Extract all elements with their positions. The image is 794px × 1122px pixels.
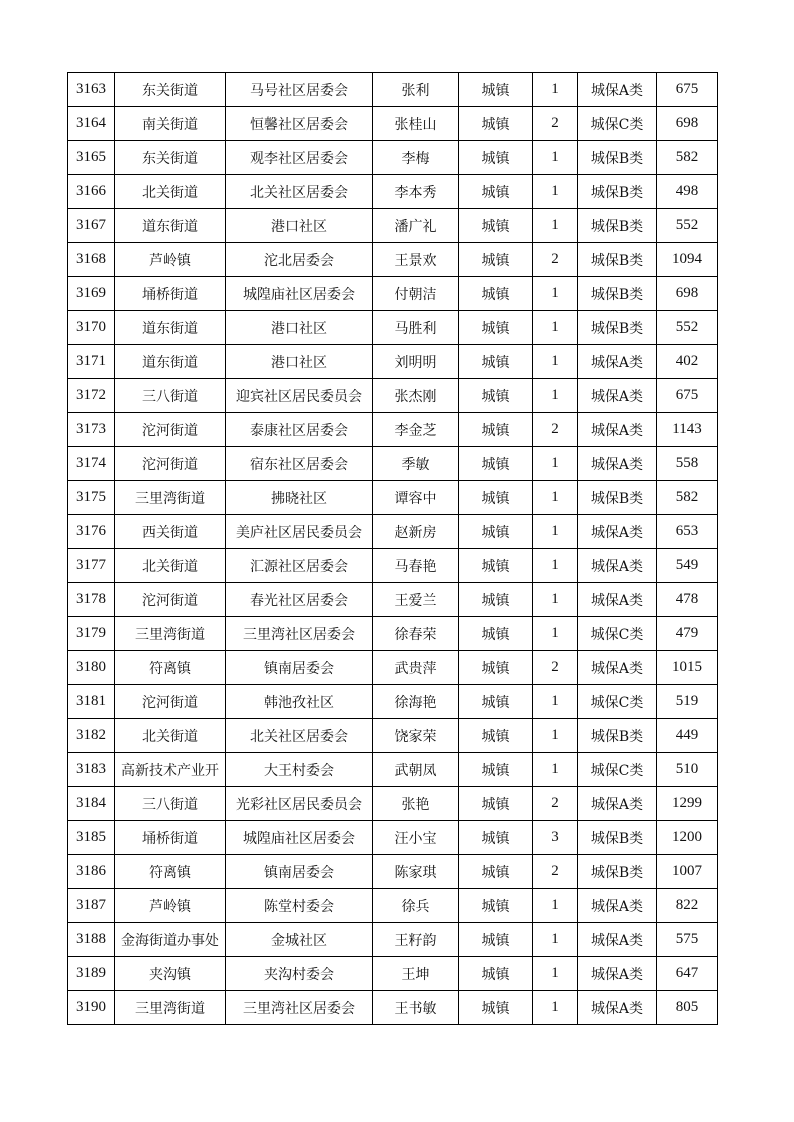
street-name-cell: 三里湾街道: [115, 991, 226, 1025]
area-type-cell: 城镇: [459, 345, 533, 379]
household-size-cell: 1: [533, 991, 578, 1025]
row-number-cell: 3180: [68, 651, 115, 685]
amount-cell: 1200: [657, 821, 718, 855]
street-name-cell: 埇桥街道: [115, 277, 226, 311]
community-name-cell: 沱北居委会: [226, 243, 373, 277]
person-name-cell: 武朝凤: [373, 753, 459, 787]
area-type-cell: 城镇: [459, 821, 533, 855]
row-number-cell: 3182: [68, 719, 115, 753]
person-name-cell: 马春艳: [373, 549, 459, 583]
household-size-cell: 1: [533, 617, 578, 651]
row-number-cell: 3169: [68, 277, 115, 311]
table-row: [68, 855, 718, 889]
amount-cell: 498: [657, 175, 718, 209]
community-name-cell: 三里湾社区居委会: [226, 991, 373, 1025]
amount-cell: 1143: [657, 413, 718, 447]
street-name-cell: 北关街道: [115, 549, 226, 583]
street-name-cell: 三八街道: [115, 787, 226, 821]
community-name-cell: 春光社区居委会: [226, 583, 373, 617]
area-type-cell: 城镇: [459, 719, 533, 753]
insurance-category-cell: 城保A类: [578, 447, 657, 481]
row-number-cell: 3163: [68, 73, 115, 107]
street-name-cell: 芦岭镇: [115, 243, 226, 277]
household-size-cell: 1: [533, 175, 578, 209]
row-number-cell: 3172: [68, 379, 115, 413]
row-number-cell: 3186: [68, 855, 115, 889]
household-size-cell: 1: [533, 685, 578, 719]
community-name-cell: 宿东社区居委会: [226, 447, 373, 481]
table-row: [68, 379, 718, 413]
amount-cell: 552: [657, 209, 718, 243]
table-row: [68, 311, 718, 345]
area-type-cell: 城镇: [459, 889, 533, 923]
street-name-cell: 道东街道: [115, 311, 226, 345]
amount-cell: 478: [657, 583, 718, 617]
street-name-cell: 芦岭镇: [115, 889, 226, 923]
community-name-cell: 恒馨社区居委会: [226, 107, 373, 141]
row-number-cell: 3178: [68, 583, 115, 617]
insurance-category-cell: 城保A类: [578, 651, 657, 685]
person-name-cell: 徐海艳: [373, 685, 459, 719]
table-row: [68, 345, 718, 379]
street-name-cell: 南关街道: [115, 107, 226, 141]
street-name-cell: 符离镇: [115, 855, 226, 889]
insurance-category-cell: 城保B类: [578, 311, 657, 345]
amount-cell: 1007: [657, 855, 718, 889]
person-name-cell: 张桂山: [373, 107, 459, 141]
household-size-cell: 1: [533, 549, 578, 583]
amount-cell: 1299: [657, 787, 718, 821]
row-number-cell: 3174: [68, 447, 115, 481]
insurance-category-cell: 城保B类: [578, 243, 657, 277]
household-size-cell: 2: [533, 243, 578, 277]
table-row: [68, 277, 718, 311]
amount-cell: 575: [657, 923, 718, 957]
table-row: [68, 243, 718, 277]
household-size-cell: 1: [533, 141, 578, 175]
community-name-cell: 汇源社区居委会: [226, 549, 373, 583]
insurance-category-cell: 城保B类: [578, 209, 657, 243]
area-type-cell: 城镇: [459, 617, 533, 651]
area-type-cell: 城镇: [459, 311, 533, 345]
row-number-cell: 3166: [68, 175, 115, 209]
insurance-category-cell: 城保A类: [578, 787, 657, 821]
amount-cell: 582: [657, 481, 718, 515]
insurance-category-cell: 城保B类: [578, 821, 657, 855]
street-name-cell: 高新技术产业开: [115, 753, 226, 787]
amount-cell: 653: [657, 515, 718, 549]
table-row: [68, 73, 718, 107]
street-name-cell: 符离镇: [115, 651, 226, 685]
area-type-cell: 城镇: [459, 957, 533, 991]
household-size-cell: 1: [533, 311, 578, 345]
amount-cell: 675: [657, 73, 718, 107]
area-type-cell: 城镇: [459, 175, 533, 209]
area-type-cell: 城镇: [459, 107, 533, 141]
amount-cell: 549: [657, 549, 718, 583]
area-type-cell: 城镇: [459, 413, 533, 447]
street-name-cell: 西关街道: [115, 515, 226, 549]
area-type-cell: 城镇: [459, 549, 533, 583]
area-type-cell: 城镇: [459, 583, 533, 617]
household-size-cell: 2: [533, 787, 578, 821]
community-name-cell: 夹沟村委会: [226, 957, 373, 991]
row-number-cell: 3165: [68, 141, 115, 175]
household-size-cell: 1: [533, 923, 578, 957]
amount-cell: 698: [657, 277, 718, 311]
street-name-cell: 三八街道: [115, 379, 226, 413]
amount-cell: 582: [657, 141, 718, 175]
amount-cell: 479: [657, 617, 718, 651]
table-body: [68, 73, 718, 1025]
amount-cell: 552: [657, 311, 718, 345]
street-name-cell: 金海街道办事处: [115, 923, 226, 957]
table-row: [68, 447, 718, 481]
amount-cell: 1094: [657, 243, 718, 277]
household-size-cell: 1: [533, 209, 578, 243]
community-name-cell: 马号社区居委会: [226, 73, 373, 107]
table-row: [68, 107, 718, 141]
row-number-cell: 3190: [68, 991, 115, 1025]
insurance-category-cell: 城保A类: [578, 413, 657, 447]
street-name-cell: 埇桥街道: [115, 821, 226, 855]
street-name-cell: 东关街道: [115, 141, 226, 175]
amount-cell: 647: [657, 957, 718, 991]
table-row: [68, 481, 718, 515]
person-name-cell: 付朝洁: [373, 277, 459, 311]
insurance-category-cell: 城保C类: [578, 107, 657, 141]
person-name-cell: 刘明明: [373, 345, 459, 379]
person-name-cell: 李本秀: [373, 175, 459, 209]
insurance-category-cell: 城保B类: [578, 481, 657, 515]
insurance-category-cell: 城保A类: [578, 549, 657, 583]
row-number-cell: 3171: [68, 345, 115, 379]
amount-cell: 558: [657, 447, 718, 481]
table-row: [68, 617, 718, 651]
community-name-cell: 港口社区: [226, 345, 373, 379]
amount-cell: 698: [657, 107, 718, 141]
row-number-cell: 3173: [68, 413, 115, 447]
row-number-cell: 3177: [68, 549, 115, 583]
row-number-cell: 3179: [68, 617, 115, 651]
insurance-category-cell: 城保B类: [578, 141, 657, 175]
insurance-category-cell: 城保C类: [578, 685, 657, 719]
area-type-cell: 城镇: [459, 379, 533, 413]
insurance-category-cell: 城保A类: [578, 889, 657, 923]
household-size-cell: 3: [533, 821, 578, 855]
street-name-cell: 沱河街道: [115, 685, 226, 719]
person-name-cell: 王景欢: [373, 243, 459, 277]
insurance-category-cell: 城保C类: [578, 753, 657, 787]
area-type-cell: 城镇: [459, 141, 533, 175]
insurance-category-cell: 城保B类: [578, 855, 657, 889]
row-number-cell: 3164: [68, 107, 115, 141]
street-name-cell: 三里湾街道: [115, 617, 226, 651]
insurance-category-cell: 城保B类: [578, 277, 657, 311]
amount-cell: 519: [657, 685, 718, 719]
table-row: [68, 719, 718, 753]
table-row: [68, 957, 718, 991]
table-row: [68, 889, 718, 923]
insurance-category-cell: 城保A类: [578, 583, 657, 617]
household-size-cell: 2: [533, 855, 578, 889]
community-name-cell: 泰康社区居委会: [226, 413, 373, 447]
person-name-cell: 张杰刚: [373, 379, 459, 413]
community-name-cell: 金城社区: [226, 923, 373, 957]
person-name-cell: 张利: [373, 73, 459, 107]
area-type-cell: 城镇: [459, 787, 533, 821]
amount-cell: 1015: [657, 651, 718, 685]
street-name-cell: 道东街道: [115, 209, 226, 243]
household-size-cell: 1: [533, 345, 578, 379]
table-row: [68, 685, 718, 719]
insurance-category-cell: 城保A类: [578, 957, 657, 991]
community-name-cell: 城隍庙社区居委会: [226, 277, 373, 311]
area-type-cell: 城镇: [459, 651, 533, 685]
table-row: [68, 549, 718, 583]
community-name-cell: 城隍庙社区居委会: [226, 821, 373, 855]
person-name-cell: 汪小宝: [373, 821, 459, 855]
community-name-cell: 大王村委会: [226, 753, 373, 787]
amount-cell: 510: [657, 753, 718, 787]
household-size-cell: 1: [533, 379, 578, 413]
person-name-cell: 饶家荣: [373, 719, 459, 753]
community-name-cell: 北关社区居委会: [226, 175, 373, 209]
person-name-cell: 王籽韵: [373, 923, 459, 957]
insurance-category-cell: 城保A类: [578, 345, 657, 379]
insurance-category-cell: 城保A类: [578, 379, 657, 413]
area-type-cell: 城镇: [459, 923, 533, 957]
insurance-category-cell: 城保A类: [578, 991, 657, 1025]
street-name-cell: 沱河街道: [115, 447, 226, 481]
row-number-cell: 3167: [68, 209, 115, 243]
amount-cell: 822: [657, 889, 718, 923]
household-size-cell: 1: [533, 447, 578, 481]
area-type-cell: 城镇: [459, 753, 533, 787]
person-name-cell: 季敏: [373, 447, 459, 481]
person-name-cell: 马胜利: [373, 311, 459, 345]
table-row: [68, 583, 718, 617]
street-name-cell: 北关街道: [115, 175, 226, 209]
amount-cell: 449: [657, 719, 718, 753]
household-size-cell: 1: [533, 889, 578, 923]
table-row: [68, 991, 718, 1025]
row-number-cell: 3168: [68, 243, 115, 277]
table-row: [68, 753, 718, 787]
insurance-category-cell: 城保A类: [578, 515, 657, 549]
area-type-cell: 城镇: [459, 515, 533, 549]
row-number-cell: 3176: [68, 515, 115, 549]
insurance-category-cell: 城保A类: [578, 923, 657, 957]
household-size-cell: 2: [533, 107, 578, 141]
community-name-cell: 韩池孜社区: [226, 685, 373, 719]
community-name-cell: 三里湾社区居委会: [226, 617, 373, 651]
household-size-cell: 2: [533, 651, 578, 685]
row-number-cell: 3175: [68, 481, 115, 515]
household-size-cell: 1: [533, 719, 578, 753]
row-number-cell: 3170: [68, 311, 115, 345]
household-size-cell: 1: [533, 481, 578, 515]
insurance-category-cell: 城保B类: [578, 719, 657, 753]
table-row: [68, 413, 718, 447]
street-name-cell: 北关街道: [115, 719, 226, 753]
community-name-cell: 北关社区居委会: [226, 719, 373, 753]
community-name-cell: 陈堂村委会: [226, 889, 373, 923]
household-size-cell: 1: [533, 73, 578, 107]
person-name-cell: 谭容中: [373, 481, 459, 515]
household-size-cell: 1: [533, 583, 578, 617]
table-row: [68, 141, 718, 175]
area-type-cell: 城镇: [459, 685, 533, 719]
person-name-cell: 陈家琪: [373, 855, 459, 889]
street-name-cell: 三里湾街道: [115, 481, 226, 515]
community-name-cell: 拂晓社区: [226, 481, 373, 515]
street-name-cell: 道东街道: [115, 345, 226, 379]
household-size-cell: 1: [533, 753, 578, 787]
area-type-cell: 城镇: [459, 855, 533, 889]
amount-cell: 805: [657, 991, 718, 1025]
community-name-cell: 光彩社区居民委员会: [226, 787, 373, 821]
person-name-cell: 王坤: [373, 957, 459, 991]
area-type-cell: 城镇: [459, 991, 533, 1025]
insurance-category-cell: 城保C类: [578, 617, 657, 651]
household-size-cell: 1: [533, 277, 578, 311]
table-row: [68, 821, 718, 855]
community-name-cell: 港口社区: [226, 311, 373, 345]
amount-cell: 675: [657, 379, 718, 413]
table-row: [68, 923, 718, 957]
area-type-cell: 城镇: [459, 73, 533, 107]
person-name-cell: 李梅: [373, 141, 459, 175]
community-name-cell: 镇南居委会: [226, 651, 373, 685]
area-type-cell: 城镇: [459, 277, 533, 311]
person-name-cell: 王书敏: [373, 991, 459, 1025]
household-size-cell: 2: [533, 413, 578, 447]
community-name-cell: 镇南居委会: [226, 855, 373, 889]
community-name-cell: 迎宾社区居民委员会: [226, 379, 373, 413]
table-row: [68, 515, 718, 549]
relief-roster-table: [67, 72, 718, 1025]
row-number-cell: 3181: [68, 685, 115, 719]
street-name-cell: 沱河街道: [115, 583, 226, 617]
household-size-cell: 1: [533, 957, 578, 991]
person-name-cell: 王爱兰: [373, 583, 459, 617]
person-name-cell: 徐兵: [373, 889, 459, 923]
person-name-cell: 李金芝: [373, 413, 459, 447]
person-name-cell: 潘广礼: [373, 209, 459, 243]
household-size-cell: 1: [533, 515, 578, 549]
community-name-cell: 观李社区居委会: [226, 141, 373, 175]
area-type-cell: 城镇: [459, 209, 533, 243]
table-row: [68, 651, 718, 685]
insurance-category-cell: 城保A类: [578, 73, 657, 107]
table-row: [68, 787, 718, 821]
street-name-cell: 东关街道: [115, 73, 226, 107]
area-type-cell: 城镇: [459, 481, 533, 515]
row-number-cell: 3188: [68, 923, 115, 957]
table-row: [68, 209, 718, 243]
person-name-cell: 张艳: [373, 787, 459, 821]
insurance-category-cell: 城保B类: [578, 175, 657, 209]
row-number-cell: 3183: [68, 753, 115, 787]
person-name-cell: 徐春荣: [373, 617, 459, 651]
table-row: [68, 175, 718, 209]
person-name-cell: 赵新房: [373, 515, 459, 549]
community-name-cell: 港口社区: [226, 209, 373, 243]
area-type-cell: 城镇: [459, 447, 533, 481]
person-name-cell: 武贵萍: [373, 651, 459, 685]
street-name-cell: 夹沟镇: [115, 957, 226, 991]
community-name-cell: 美庐社区居民委员会: [226, 515, 373, 549]
area-type-cell: 城镇: [459, 243, 533, 277]
row-number-cell: 3184: [68, 787, 115, 821]
amount-cell: 402: [657, 345, 718, 379]
street-name-cell: 沱河街道: [115, 413, 226, 447]
row-number-cell: 3187: [68, 889, 115, 923]
row-number-cell: 3185: [68, 821, 115, 855]
row-number-cell: 3189: [68, 957, 115, 991]
